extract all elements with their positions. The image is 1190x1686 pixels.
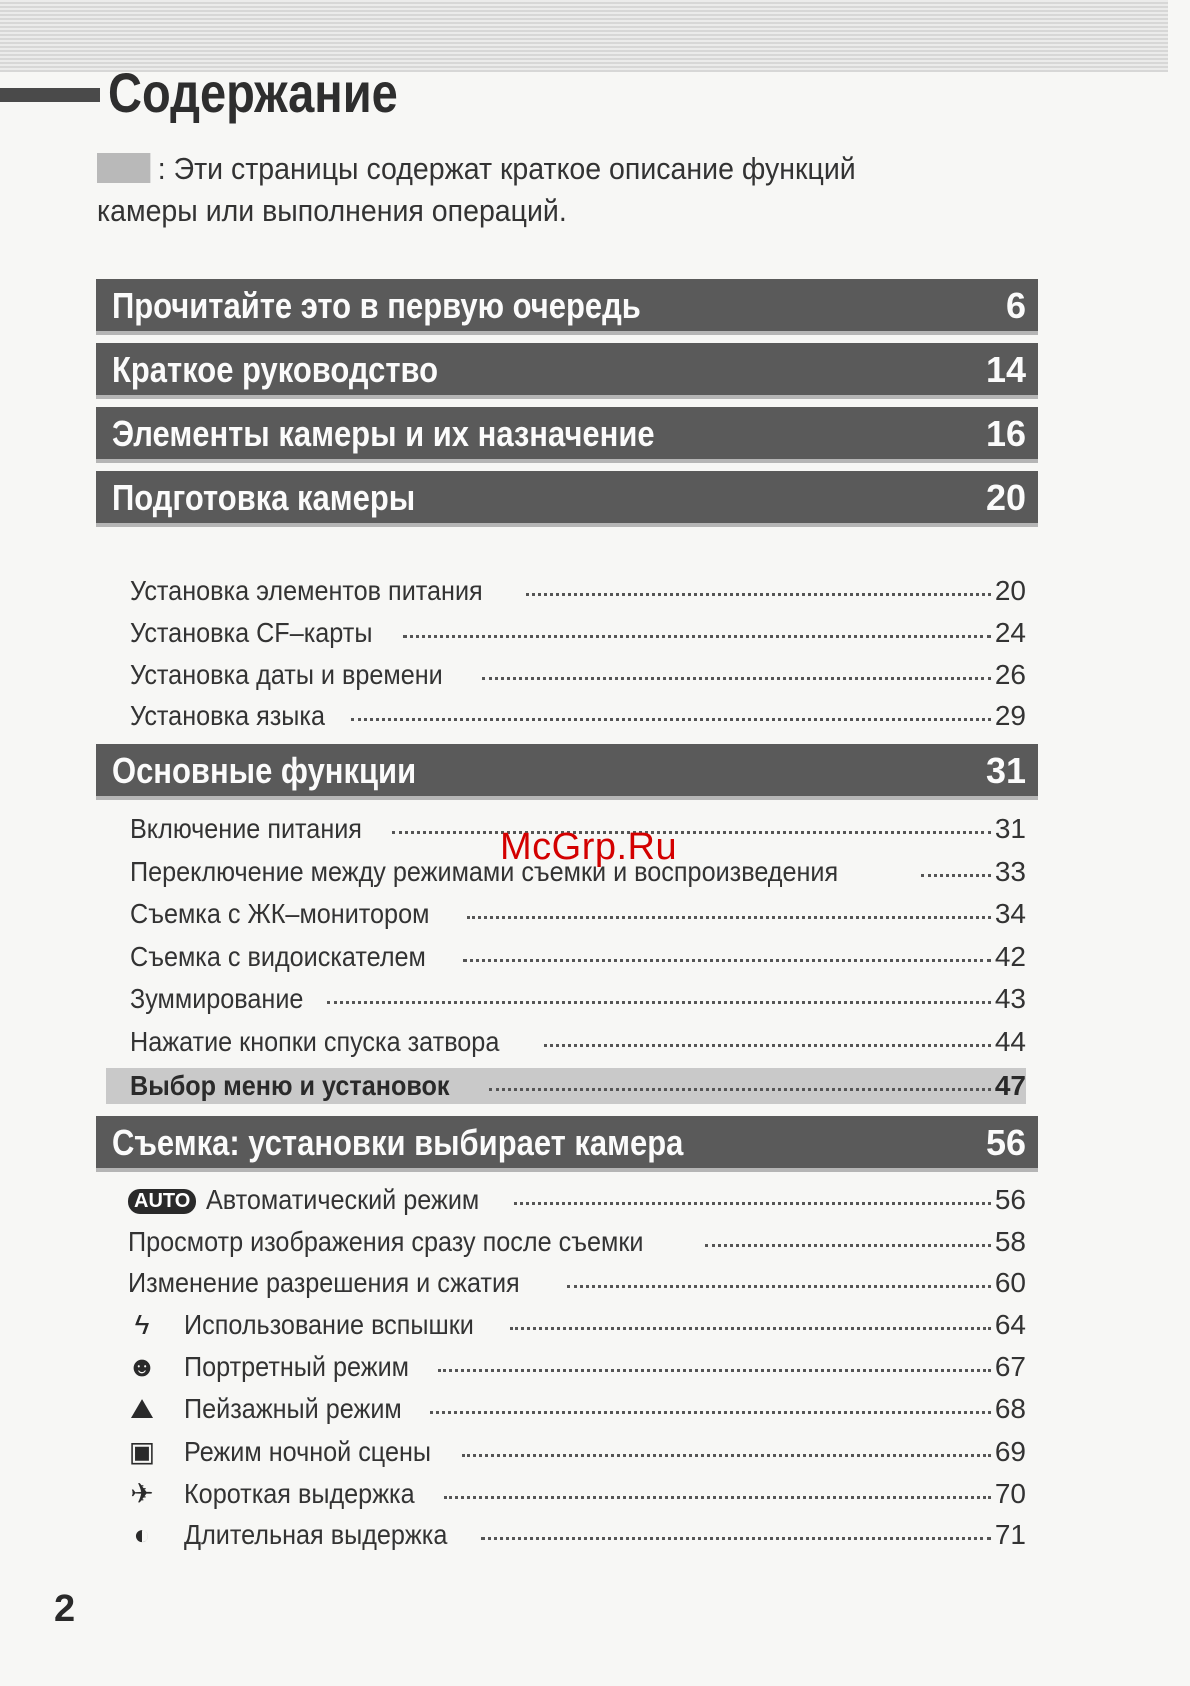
legend-text: : Эти страницы содержат краткое описание функций камеры или выполнения операций. xyxy=(97,151,856,228)
leader-dots xyxy=(482,677,991,680)
section-label: Прочитайте это в первую очередь xyxy=(112,285,641,326)
section-page: 20 xyxy=(985,477,1026,518)
entry-text: Съемка с ЖК–монитором xyxy=(130,898,430,929)
leader-dots xyxy=(438,1369,991,1372)
legend-swatch xyxy=(97,153,150,183)
toc-entry[interactable] xyxy=(130,983,1026,1015)
toc-entry[interactable] xyxy=(130,898,1026,930)
entry-page: 68 xyxy=(994,1393,1026,1424)
entry-page: 34 xyxy=(994,898,1026,929)
section-page: 14 xyxy=(985,349,1026,390)
leader-dots xyxy=(514,1202,991,1205)
leader-dots xyxy=(467,916,991,919)
section-label: Основные функции xyxy=(112,750,417,791)
leader-dots xyxy=(567,1285,991,1288)
leader-dots xyxy=(481,1537,991,1540)
entry-text: Портретный режим xyxy=(184,1351,409,1382)
toc-entry[interactable] xyxy=(130,700,1026,732)
section-page: 6 xyxy=(1005,285,1026,326)
entry-page: 71 xyxy=(994,1519,1026,1550)
section-auto-shooting[interactable] xyxy=(96,1116,1038,1172)
page-title: Содержание xyxy=(108,61,398,124)
section-quick-guide[interactable] xyxy=(96,343,1038,399)
entry-text: Съемка с видоискателем xyxy=(130,941,426,972)
section-basic-functions[interactable] xyxy=(96,744,1038,800)
entry-text: Изменение разрешения и сжатия xyxy=(128,1267,520,1298)
title-accent-bar xyxy=(0,88,100,102)
entry-page: 64 xyxy=(994,1309,1026,1340)
entry-text: Длительная выдержка xyxy=(184,1519,448,1550)
section-page: 31 xyxy=(985,750,1026,791)
entry-text: Режим ночной сцены xyxy=(184,1436,432,1467)
leader-dots xyxy=(403,635,990,638)
toc-entry[interactable] xyxy=(122,1477,1026,1510)
entry-page: 47 xyxy=(994,1070,1026,1101)
leader-dots xyxy=(430,1411,991,1414)
auto-mode-icon: AUTO xyxy=(128,1189,196,1214)
toc-entry[interactable] xyxy=(130,617,1026,649)
entry-page: 31 xyxy=(994,813,1026,844)
entry-page: 56 xyxy=(994,1184,1026,1215)
leader-dots xyxy=(444,1496,991,1499)
leader-dots xyxy=(921,874,991,877)
section-page: 16 xyxy=(985,413,1026,454)
portrait-icon: ☻ xyxy=(127,1351,157,1382)
entry-text: Короткая выдержка xyxy=(184,1478,415,1509)
entry-page: 67 xyxy=(994,1351,1026,1382)
entry-text: Установка CF–карты xyxy=(130,617,373,648)
entry-text: Автоматический режим xyxy=(206,1184,480,1215)
toc-entry[interactable] xyxy=(130,1026,1026,1058)
page-number: 2 xyxy=(54,1588,76,1630)
entry-text: Зуммирование xyxy=(130,983,304,1014)
slow-shutter-icon: ◐ xyxy=(133,1519,151,1550)
entry-text: Включение питания xyxy=(130,813,362,844)
leader-dots xyxy=(510,1327,991,1330)
section-camera-parts[interactable] xyxy=(96,407,1038,463)
toc-entry[interactable] xyxy=(128,1184,1026,1216)
entry-text: Нажатие кнопки спуска затвора xyxy=(130,1026,500,1057)
legend xyxy=(97,148,962,232)
leader-dots xyxy=(705,1244,991,1247)
entry-page: 43 xyxy=(994,983,1026,1014)
section-label: Элементы камеры и их назначение xyxy=(112,413,655,454)
toc-entry[interactable] xyxy=(122,1393,1026,1426)
entry-text: Просмотр изображения сразу после съемки xyxy=(128,1226,644,1257)
leader-dots xyxy=(351,718,991,721)
toc-entry[interactable] xyxy=(122,1519,1026,1551)
leader-dots xyxy=(462,1454,990,1457)
toc-entry[interactable] xyxy=(128,1226,1026,1258)
section-page: 56 xyxy=(985,1122,1026,1163)
toc-entry[interactable] xyxy=(122,1309,1026,1341)
entry-page: 42 xyxy=(994,941,1026,972)
leader-dots xyxy=(327,1001,991,1004)
landscape-icon: ⛰ xyxy=(130,1393,154,1424)
toc-entry[interactable] xyxy=(122,1351,1026,1383)
toc-entry[interactable] xyxy=(122,1435,1026,1468)
leader-dots xyxy=(392,831,991,834)
entry-text: Использование вспышки xyxy=(184,1309,474,1340)
toc-entry[interactable] xyxy=(130,575,1026,607)
leader-dots xyxy=(463,959,991,962)
entry-page: 24 xyxy=(994,617,1026,648)
entry-text: Переключение между режимами съемки и воспроизведения xyxy=(130,856,839,887)
toc-entry[interactable] xyxy=(130,659,1026,691)
section-label: Подготовка камеры xyxy=(112,477,416,518)
entry-page: 44 xyxy=(994,1026,1026,1057)
leader-dots xyxy=(489,1088,991,1091)
section-read-first[interactable] xyxy=(96,279,1038,335)
leader-dots xyxy=(526,593,991,596)
flash-icon: ϟ xyxy=(134,1309,150,1340)
entry-page: 69 xyxy=(994,1436,1026,1467)
entry-page: 20 xyxy=(994,575,1026,606)
section-label: Съемка: установки выбирает камера xyxy=(112,1122,684,1163)
entry-page: 60 xyxy=(994,1267,1026,1298)
section-camera-preparation[interactable] xyxy=(96,471,1038,527)
leader-dots xyxy=(544,1044,990,1047)
entry-text: Пейзажный режим xyxy=(184,1393,402,1424)
entry-text: Установка элементов питания xyxy=(130,575,483,606)
entry-text: Установка языка xyxy=(130,700,326,731)
toc-entry[interactable] xyxy=(128,1267,1026,1299)
entry-page: 58 xyxy=(994,1226,1026,1257)
fast-shutter-icon: ✈ xyxy=(130,1478,154,1509)
entry-page: 33 xyxy=(994,856,1026,887)
entry-page: 26 xyxy=(994,659,1026,690)
entry-page: 70 xyxy=(994,1478,1026,1509)
watermark: McGrp.Ru xyxy=(500,826,678,868)
night-scene-icon: ▣ xyxy=(128,1436,156,1467)
toc-entry-highlighted[interactable] xyxy=(106,1068,1026,1104)
entry-page: 29 xyxy=(994,700,1026,731)
toc-entry[interactable] xyxy=(130,941,1026,973)
entry-text: Выбор меню и установок xyxy=(130,1070,450,1101)
entry-text: Установка даты и времени xyxy=(130,659,443,690)
section-label: Краткое руководство xyxy=(112,349,439,390)
